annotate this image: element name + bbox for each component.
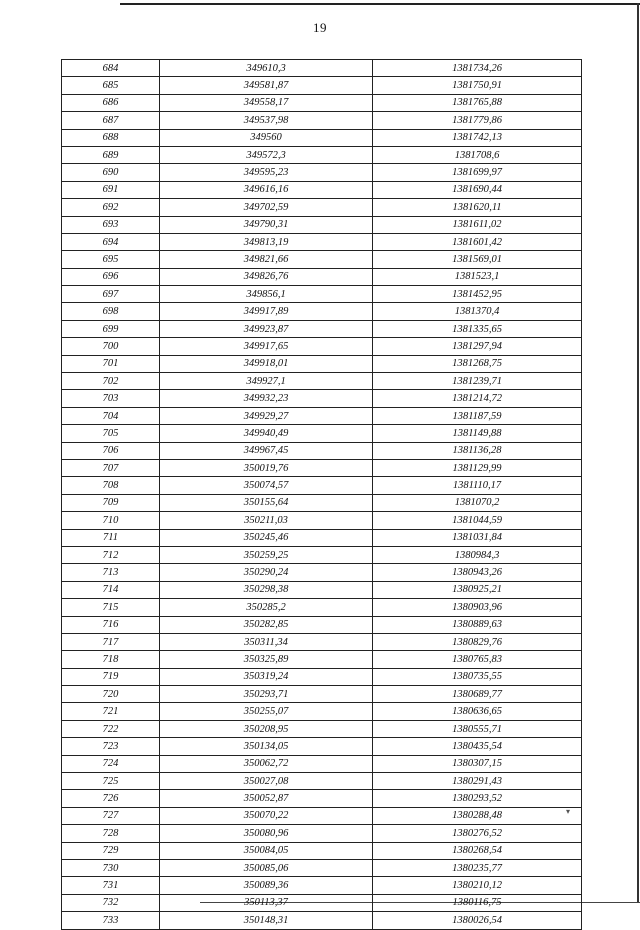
y-coordinate-cell: 1381070,2: [373, 494, 582, 511]
y-coordinate-cell: 1380435,54: [373, 738, 582, 755]
table-row: [62, 581, 582, 598]
y-coordinate-cell: 1381297,94: [373, 338, 582, 355]
point-number-cell: 705: [62, 425, 160, 442]
x-coordinate-cell: 350052,87: [160, 790, 373, 807]
x-coordinate-cell: 350311,34: [160, 633, 373, 650]
point-number-cell: 697: [62, 286, 160, 303]
point-number-cell: 685: [62, 77, 160, 94]
x-coordinate-cell: 350325,89: [160, 651, 373, 668]
page-edge-top: [120, 3, 640, 5]
table-row: [62, 807, 582, 824]
x-coordinate-cell: 350019,76: [160, 459, 373, 476]
point-number-cell: 724: [62, 755, 160, 772]
table-row: [62, 112, 582, 129]
y-coordinate-cell: 1380235,77: [373, 859, 582, 876]
table-row: [62, 268, 582, 285]
point-number-cell: 702: [62, 373, 160, 390]
table-row: [62, 738, 582, 755]
table-row: [62, 755, 582, 772]
y-coordinate-cell: 1381750,91: [373, 77, 582, 94]
y-coordinate-cell: 1381708,6: [373, 146, 582, 163]
point-number-cell: 732: [62, 894, 160, 911]
x-coordinate-cell: 349917,65: [160, 338, 373, 355]
table-row: [62, 790, 582, 807]
x-coordinate-cell: 350255,07: [160, 703, 373, 720]
point-number-cell: 710: [62, 512, 160, 529]
y-coordinate-cell: 1380765,83: [373, 651, 582, 668]
point-number-cell: 725: [62, 773, 160, 790]
x-coordinate-cell: 350285,2: [160, 599, 373, 616]
point-number-cell: 719: [62, 668, 160, 685]
x-coordinate-cell: 349923,87: [160, 320, 373, 337]
table-row: [62, 668, 582, 685]
table-row: [62, 494, 582, 511]
point-number-cell: 692: [62, 199, 160, 216]
table-row: [62, 94, 582, 111]
y-coordinate-cell: 1381044,59: [373, 512, 582, 529]
point-number-cell: 713: [62, 564, 160, 581]
x-coordinate-cell: 349856,1: [160, 286, 373, 303]
x-coordinate-cell: 349917,89: [160, 303, 373, 320]
x-coordinate-cell: 350290,24: [160, 564, 373, 581]
y-coordinate-cell: 1380925,21: [373, 581, 582, 598]
table-row: [62, 355, 582, 372]
x-coordinate-cell: 350155,64: [160, 494, 373, 511]
y-coordinate-cell: 1381699,97: [373, 164, 582, 181]
x-coordinate-cell: 350027,08: [160, 773, 373, 790]
table-row: [62, 146, 582, 163]
table-row: [62, 546, 582, 563]
y-coordinate-cell: 1381523,1: [373, 268, 582, 285]
point-number-cell: 688: [62, 129, 160, 146]
y-coordinate-cell: 1381370,4: [373, 303, 582, 320]
point-number-cell: 708: [62, 477, 160, 494]
table-row: [62, 686, 582, 703]
table-row: [62, 599, 582, 616]
y-coordinate-cell: 1381734,26: [373, 60, 582, 77]
table-row: [62, 616, 582, 633]
y-coordinate-cell: 1381268,75: [373, 355, 582, 372]
x-coordinate-cell: 349918,01: [160, 355, 373, 372]
y-coordinate-cell: 1380555,71: [373, 720, 582, 737]
point-number-cell: 716: [62, 616, 160, 633]
table-row: [62, 651, 582, 668]
coordinates-table-body: [62, 60, 582, 930]
table-row: [62, 703, 582, 720]
table-row: [62, 825, 582, 842]
table-row: [62, 233, 582, 250]
point-number-cell: 728: [62, 825, 160, 842]
y-coordinate-cell: 1381742,13: [373, 129, 582, 146]
x-coordinate-cell: 349927,1: [160, 373, 373, 390]
x-coordinate-cell: 349537,98: [160, 112, 373, 129]
x-coordinate-cell: 350062,72: [160, 755, 373, 772]
x-coordinate-cell: 350208,95: [160, 720, 373, 737]
y-coordinate-cell: 1381031,84: [373, 529, 582, 546]
table-row: [62, 390, 582, 407]
point-number-cell: 707: [62, 459, 160, 476]
page-number: 19: [313, 20, 327, 35]
table-row: [62, 894, 582, 911]
table-row: [62, 60, 582, 77]
point-number-cell: 730: [62, 859, 160, 876]
table-row: [62, 842, 582, 859]
x-coordinate-cell: 349702,59: [160, 199, 373, 216]
x-coordinate-cell: 349929,27: [160, 407, 373, 424]
stray-mark: ▾: [566, 807, 571, 816]
table-row: [62, 877, 582, 894]
point-number-cell: 723: [62, 738, 160, 755]
point-number-cell: 687: [62, 112, 160, 129]
x-coordinate-cell: 350074,57: [160, 477, 373, 494]
y-coordinate-cell: 1380276,52: [373, 825, 582, 842]
y-coordinate-cell: 1381779,86: [373, 112, 582, 129]
point-number-cell: 703: [62, 390, 160, 407]
point-number-cell: 717: [62, 633, 160, 650]
y-coordinate-cell: 1380291,43: [373, 773, 582, 790]
x-coordinate-cell: 349560: [160, 129, 373, 146]
point-number-cell: 693: [62, 216, 160, 233]
x-coordinate-cell: 349572,3: [160, 146, 373, 163]
table-row: [62, 564, 582, 581]
point-number-cell: 721: [62, 703, 160, 720]
y-coordinate-cell: 1380268,54: [373, 842, 582, 859]
y-coordinate-cell: 1380288,48: [373, 807, 582, 824]
x-coordinate-cell: 350282,85: [160, 616, 373, 633]
y-coordinate-cell: 1381136,28: [373, 442, 582, 459]
table-row: [62, 216, 582, 233]
point-number-cell: 727: [62, 807, 160, 824]
x-coordinate-cell: 350089,36: [160, 877, 373, 894]
table-row: [62, 912, 582, 929]
point-number-cell: 698: [62, 303, 160, 320]
point-number-cell: 729: [62, 842, 160, 859]
table-row: [62, 181, 582, 198]
y-coordinate-cell: 1381690,44: [373, 181, 582, 198]
table-row: [62, 373, 582, 390]
x-coordinate-cell: 349932,23: [160, 390, 373, 407]
x-coordinate-cell: 349610,3: [160, 60, 373, 77]
x-coordinate-cell: 350084,05: [160, 842, 373, 859]
y-coordinate-cell: 1381335,65: [373, 320, 582, 337]
y-coordinate-cell: 1381149,88: [373, 425, 582, 442]
x-coordinate-cell: 350245,46: [160, 529, 373, 546]
table-row: [62, 859, 582, 876]
table-row: [62, 425, 582, 442]
table-row: [62, 529, 582, 546]
table-row: [62, 720, 582, 737]
table-row: [62, 338, 582, 355]
y-coordinate-cell: 1381765,88: [373, 94, 582, 111]
table-row: [62, 442, 582, 459]
point-number-cell: 714: [62, 581, 160, 598]
x-coordinate-cell: 349581,87: [160, 77, 373, 94]
x-coordinate-cell: 349595,23: [160, 164, 373, 181]
x-coordinate-cell: 349790,31: [160, 216, 373, 233]
y-coordinate-cell: 1380689,77: [373, 686, 582, 703]
x-coordinate-cell: 350113,37: [160, 894, 373, 911]
point-number-cell: 689: [62, 146, 160, 163]
y-coordinate-cell: 1381187,59: [373, 407, 582, 424]
x-coordinate-cell: 349967,45: [160, 442, 373, 459]
point-number-cell: 694: [62, 233, 160, 250]
point-number-cell: 706: [62, 442, 160, 459]
x-coordinate-cell: 349558,17: [160, 94, 373, 111]
x-coordinate-cell: 350211,03: [160, 512, 373, 529]
x-coordinate-cell: 350319,24: [160, 668, 373, 685]
point-number-cell: 690: [62, 164, 160, 181]
y-coordinate-cell: 1380889,63: [373, 616, 582, 633]
point-number-cell: 700: [62, 338, 160, 355]
x-coordinate-cell: 350293,71: [160, 686, 373, 703]
x-coordinate-cell: 349826,76: [160, 268, 373, 285]
point-number-cell: 718: [62, 651, 160, 668]
x-coordinate-cell: 350134,05: [160, 738, 373, 755]
x-coordinate-cell: 350085,06: [160, 859, 373, 876]
y-coordinate-cell: 1380210,12: [373, 877, 582, 894]
x-coordinate-cell: 350259,25: [160, 546, 373, 563]
y-coordinate-cell: 1381601,42: [373, 233, 582, 250]
x-coordinate-cell: 349821,66: [160, 251, 373, 268]
point-number-cell: 731: [62, 877, 160, 894]
table-row: [62, 286, 582, 303]
x-coordinate-cell: 349940,49: [160, 425, 373, 442]
x-coordinate-cell: 350148,31: [160, 912, 373, 929]
y-coordinate-cell: 1381239,71: [373, 373, 582, 390]
table-row: [62, 164, 582, 181]
table-row: [62, 320, 582, 337]
table-row: [62, 633, 582, 650]
point-number-cell: 684: [62, 60, 160, 77]
y-coordinate-cell: 1381129,99: [373, 459, 582, 476]
y-coordinate-cell: 1380293,52: [373, 790, 582, 807]
table-row: [62, 477, 582, 494]
point-number-cell: 686: [62, 94, 160, 111]
x-coordinate-cell: 350070,22: [160, 807, 373, 824]
y-coordinate-cell: 1381214,72: [373, 390, 582, 407]
table-row: [62, 129, 582, 146]
point-number-cell: 695: [62, 251, 160, 268]
x-coordinate-cell: 349813,19: [160, 233, 373, 250]
point-number-cell: 711: [62, 529, 160, 546]
point-number-cell: 701: [62, 355, 160, 372]
coordinates-table: [61, 59, 582, 930]
point-number-cell: 699: [62, 320, 160, 337]
y-coordinate-cell: 1381611,02: [373, 216, 582, 233]
x-coordinate-cell: 350080,96: [160, 825, 373, 842]
table-row: [62, 407, 582, 424]
x-coordinate-cell: 349616,16: [160, 181, 373, 198]
point-number-cell: 712: [62, 546, 160, 563]
point-number-cell: 715: [62, 599, 160, 616]
y-coordinate-cell: 1381620,11: [373, 199, 582, 216]
point-number-cell: 720: [62, 686, 160, 703]
x-coordinate-cell: 350298,38: [160, 581, 373, 598]
table-row: [62, 512, 582, 529]
point-number-cell: 726: [62, 790, 160, 807]
y-coordinate-cell: 1381110,17: [373, 477, 582, 494]
table-row: [62, 77, 582, 94]
y-coordinate-cell: 1380307,15: [373, 755, 582, 772]
y-coordinate-cell: 1380829,76: [373, 633, 582, 650]
point-number-cell: 722: [62, 720, 160, 737]
table-row: [62, 303, 582, 320]
y-coordinate-cell: 1380636,65: [373, 703, 582, 720]
page-edge-right: [637, 3, 639, 903]
table-row: [62, 251, 582, 268]
y-coordinate-cell: 1381569,01: [373, 251, 582, 268]
point-number-cell: 691: [62, 181, 160, 198]
y-coordinate-cell: 1380903,96: [373, 599, 582, 616]
y-coordinate-cell: 1380026,54: [373, 912, 582, 929]
point-number-cell: 733: [62, 912, 160, 929]
table-row: [62, 199, 582, 216]
y-coordinate-cell: 1380984,3: [373, 546, 582, 563]
point-number-cell: 696: [62, 268, 160, 285]
y-coordinate-cell: 1381452,95: [373, 286, 582, 303]
point-number-cell: 709: [62, 494, 160, 511]
y-coordinate-cell: 1380735,55: [373, 668, 582, 685]
table-row: [62, 773, 582, 790]
y-coordinate-cell: 1380943,26: [373, 564, 582, 581]
point-number-cell: 704: [62, 407, 160, 424]
y-coordinate-cell: 1380116,75: [373, 894, 582, 911]
table-row: [62, 459, 582, 476]
